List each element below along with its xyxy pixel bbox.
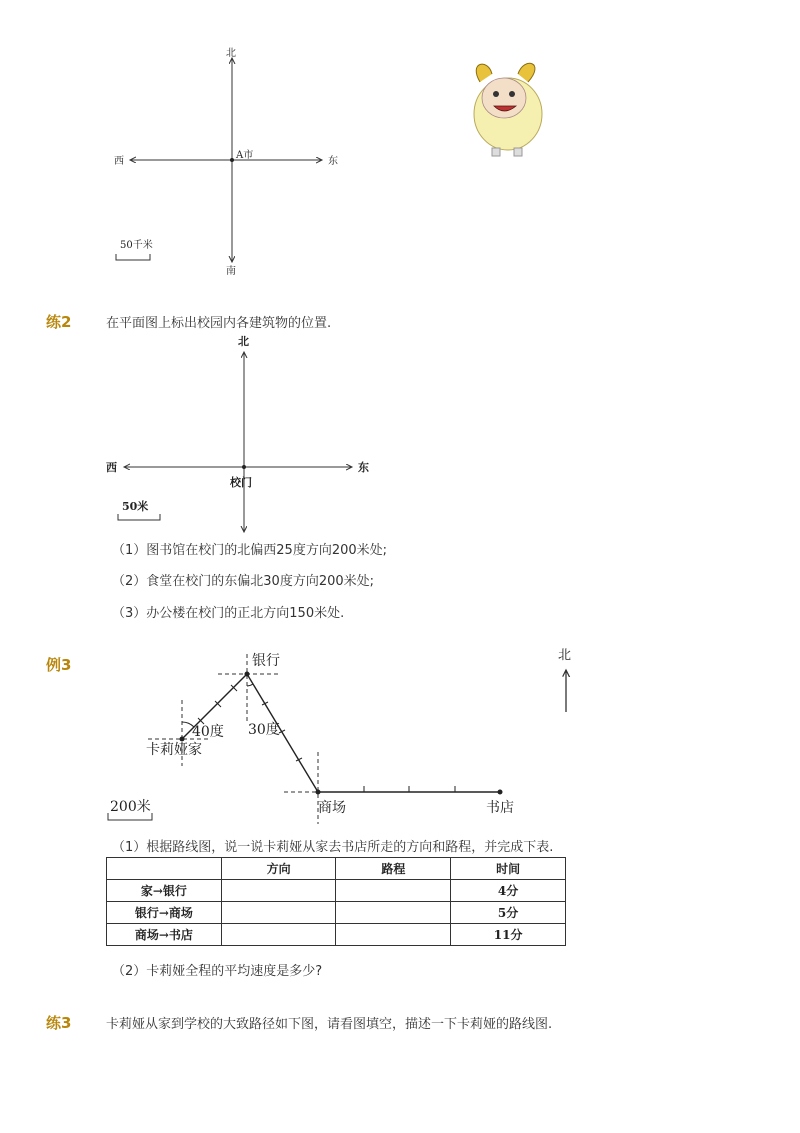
ex2-center-label: 校门 xyxy=(230,476,252,489)
table-header-row xyxy=(107,858,566,880)
fig1-south-label: 南 xyxy=(226,266,236,277)
table-cell-distance[interactable] xyxy=(336,880,451,902)
table-cell-route: 家→银行 xyxy=(107,880,222,902)
ex3-tag: 例3 xyxy=(46,656,72,674)
table-header-distance: 路程 xyxy=(336,858,451,880)
ex2-item-1: （1）图书馆在校门的北偏西25度方向200米处; xyxy=(112,543,388,558)
table-cell-route: 商场→书店 xyxy=(107,924,222,946)
fig1-scale-label: 50千米 xyxy=(120,240,153,251)
table-cell-time: 11分 xyxy=(451,924,566,946)
ex4-instruction: 卡莉娅从家到学校的大致路径如下图，请看图填空，描述一下卡莉娅的路线图. xyxy=(106,1017,553,1032)
route-map-diagram xyxy=(100,640,600,825)
ex2-item-3: （3）办公楼在校门的正北方向150米处. xyxy=(112,606,345,621)
ex2-item-2: （2）食堂在校门的东偏北30度方向200米处; xyxy=(112,574,375,589)
ex2-west-label: 西 xyxy=(106,461,117,474)
route-table xyxy=(106,857,566,946)
compass-diagram-a-city xyxy=(100,40,360,280)
ex3-north-label: 北 xyxy=(558,648,572,663)
table-cell-time: 4分 xyxy=(451,880,566,902)
angle1-label: 40度 xyxy=(192,724,224,740)
fig1-west-label: 西 xyxy=(114,156,124,167)
angle2-label: 30度 xyxy=(248,722,280,738)
table-header-time: 时间 xyxy=(451,858,566,880)
table-cell-time: 5分 xyxy=(451,902,566,924)
table-row xyxy=(107,902,566,924)
ex2-scale-label: 50米 xyxy=(122,500,149,513)
fig1-east-label: 东 xyxy=(328,156,338,167)
ex2-east-label: 东 xyxy=(358,461,369,474)
ex4-tag: 练3 xyxy=(46,1014,72,1032)
fig1-center-label: A市 xyxy=(236,150,254,161)
mall-label: 商场 xyxy=(318,800,346,816)
ex3-question-1: （1）根据路线图，说一说卡莉娅从家去书店所走的方向和路程，并完成下表. xyxy=(112,840,554,855)
ex2-north-label: 北 xyxy=(238,335,249,348)
table-cell-direction[interactable] xyxy=(221,902,336,924)
table-cell-distance[interactable] xyxy=(336,902,451,924)
sheep-mascot-icon xyxy=(458,52,558,158)
table-row xyxy=(107,924,566,946)
table-cell-direction[interactable] xyxy=(221,880,336,902)
ex2-tag: 练2 xyxy=(46,313,72,331)
ex3-question-2: （2）卡莉娅全程的平均速度是多少? xyxy=(112,964,323,979)
fig1-north-label: 北 xyxy=(226,48,236,59)
table-row xyxy=(107,880,566,902)
table-cell-distance[interactable] xyxy=(336,924,451,946)
home-label: 卡莉娅家 xyxy=(146,742,202,758)
store-label: 书店 xyxy=(486,800,514,816)
ex3-scale-label: 200米 xyxy=(110,799,151,815)
table-cell-route: 银行→商场 xyxy=(107,902,222,924)
campus-compass-diagram xyxy=(100,330,390,535)
table-cell-direction[interactable] xyxy=(221,924,336,946)
ex2-instruction: 在平面图上标出校园内各建筑物的位置. xyxy=(106,316,332,331)
bank-label: 银行 xyxy=(252,653,280,669)
table-header-direction: 方向 xyxy=(221,858,336,880)
table-header-route xyxy=(107,858,222,880)
